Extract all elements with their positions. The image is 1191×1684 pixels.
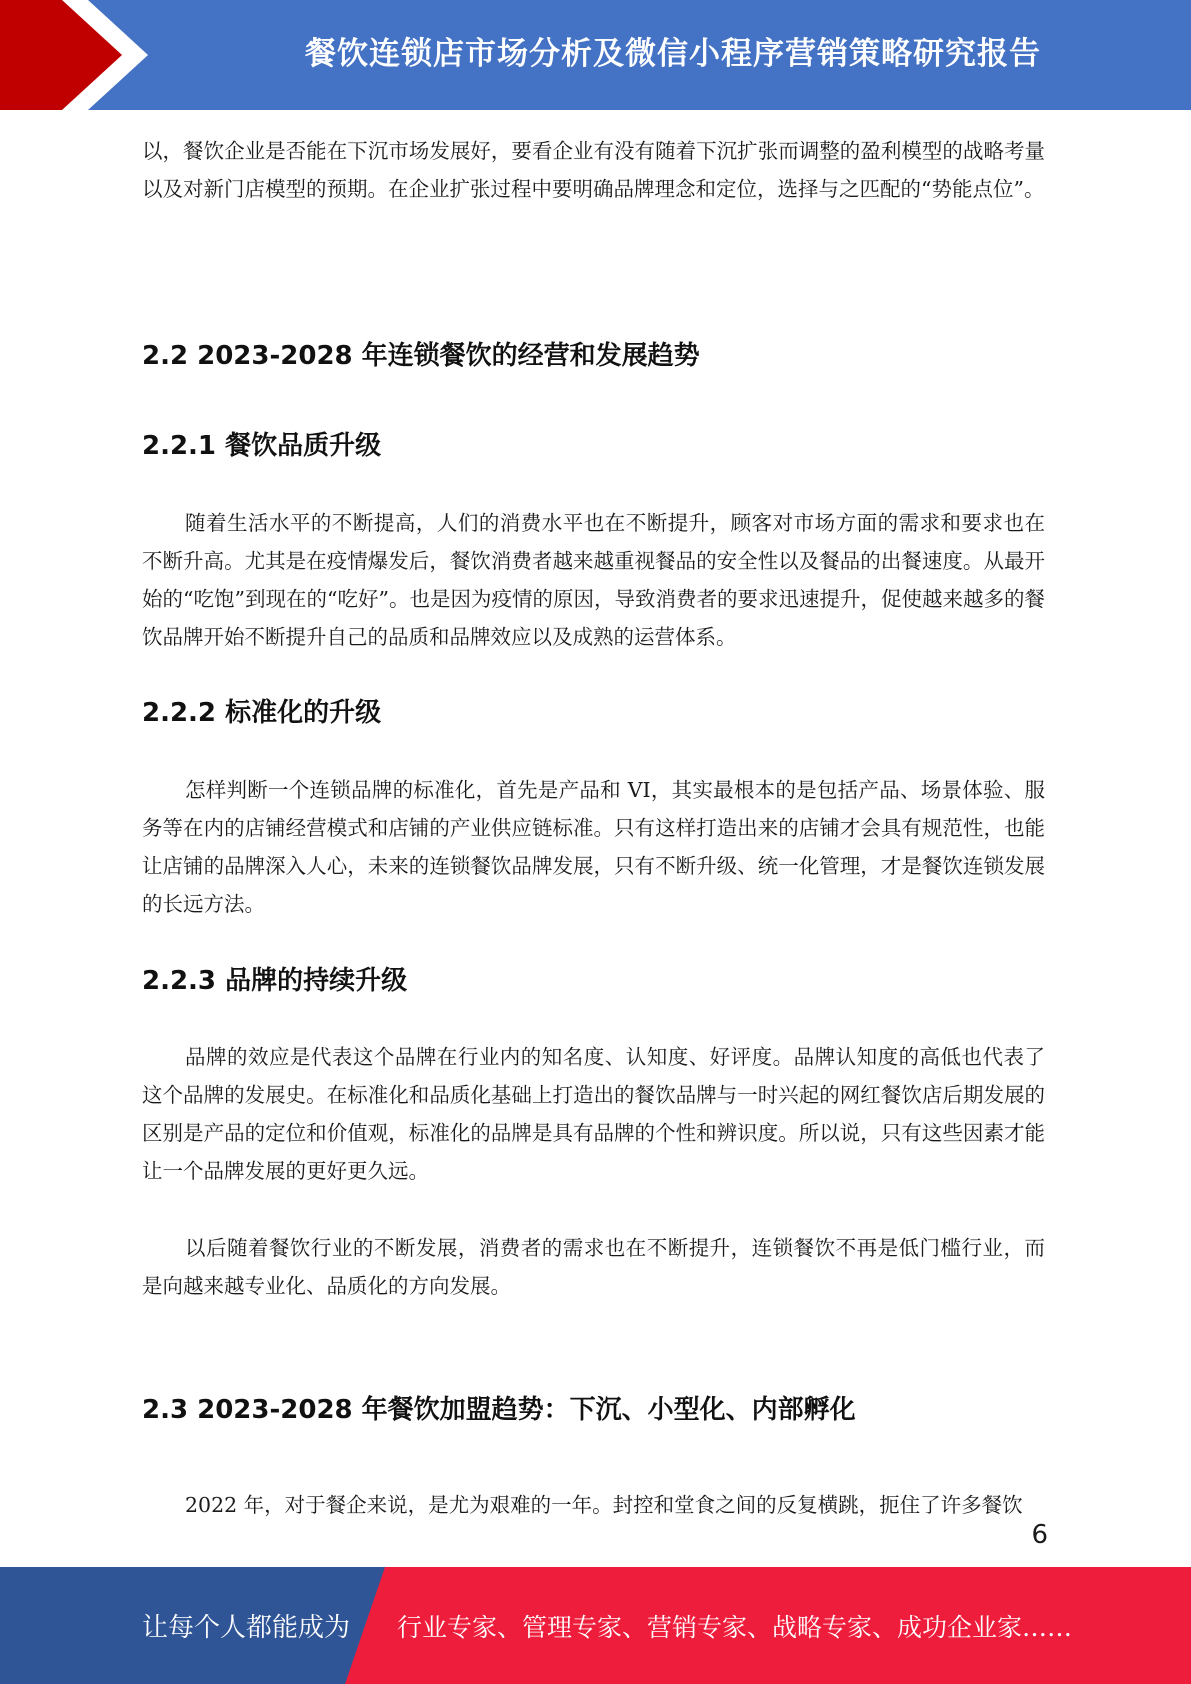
page-number: 6 [1031, 1520, 1048, 1550]
section-heading-2-2-3: 2.2.3 品牌的持续升级 [142, 966, 408, 996]
paragraph-2-2-2: 怎样判断一个连锁品牌的标准化，首先是产品和 VI，其实最根本的是包括产品、场景体验、服务等在内的店铺经营模式和店铺的产业供应链标准。只有这样打造出来的店铺才会具有规范性，也能让店铺的品牌深入人心，未来的连锁餐饮品牌发展，只有不断升级、统一化管理，才是餐饮连锁发展的长远方法。 [142, 778, 1045, 916]
paragraph-2-2-1: 随着生活水平的不断提高，人们的消费水平也在不断提升，顾客对市场方面的需求和要求也在不断升高。尤其是在疫情爆发后，餐饮消费者越来越重视餐品的安全性以及餐品的出餐速度。从最开始的“吃饱”到现在的“吃好”。也是因为疫情的原因，导致消费者的要求迅速提升，促使越来越多的餐饮品牌开始不断提升自己的品质和品牌效应以及成熟的运营体系。 [142, 511, 1045, 649]
section-heading-2-2-2: 2.2.2 标准化的升级 [142, 698, 382, 728]
section-heading-2-2-1: 2.2.1 餐饮品质升级 [142, 431, 382, 461]
footer-slogan-right: 行业专家、管理专家、营销专家、战略专家、成功企业家…… [397, 1612, 1073, 1642]
page-footer [0, 1567, 1191, 1684]
report-title: 餐饮连锁店市场分析及微信小程序营销策略研究报告 [305, 35, 1041, 72]
intro-paragraph: 以，餐饮企业是否能在下沉市场发展好，要看企业有没有随着下沉扩张而调整的盈利模型的战略考量以及对新门店模型的预期。在企业扩张过程中要明确品牌理念和定位，选择与之匹配的“势能点位”。 [142, 139, 1045, 201]
section-heading-2-3: 2.3 2023-2028 年餐饮加盟趋势：下沉、小型化、内部孵化 [142, 1395, 856, 1425]
footer-slogan-left: 让每个人都能成为 [142, 1613, 351, 1643]
paragraph-2-2-3: 品牌的效应是代表这个品牌在行业内的知名度、认知度、好评度。品牌认知度的高低也代表了这个品牌的发展史。在标准化和品质化基础上打造出的餐饮品牌与一时兴起的网红餐饮店后期发展的区别是产品的定位和价值观，标准化的品牌是具有品牌的个性和辨识度。所以说，只有这些因素才能让一个品牌发展的更好更久远。 [142, 1045, 1045, 1183]
page-header [0, 0, 1191, 110]
paragraph-2-3: 2022 年，对于餐企来说，是尤为艰难的一年。封控和堂食之间的反复横跳，扼住了许多餐饮 [185, 1493, 1023, 1517]
section-heading-2-2: 2.2 2023-2028 年连锁餐饮的经营和发展趋势 [142, 341, 700, 371]
paragraph-2-2-3-continued: 以后随着餐饮行业的不断发展，消费者的需求也在不断提升，连锁餐饮不再是低门槛行业，而是向越来越专业化、品质化的方向发展。 [142, 1236, 1045, 1298]
header-arrow-decoration [0, 0, 160, 110]
